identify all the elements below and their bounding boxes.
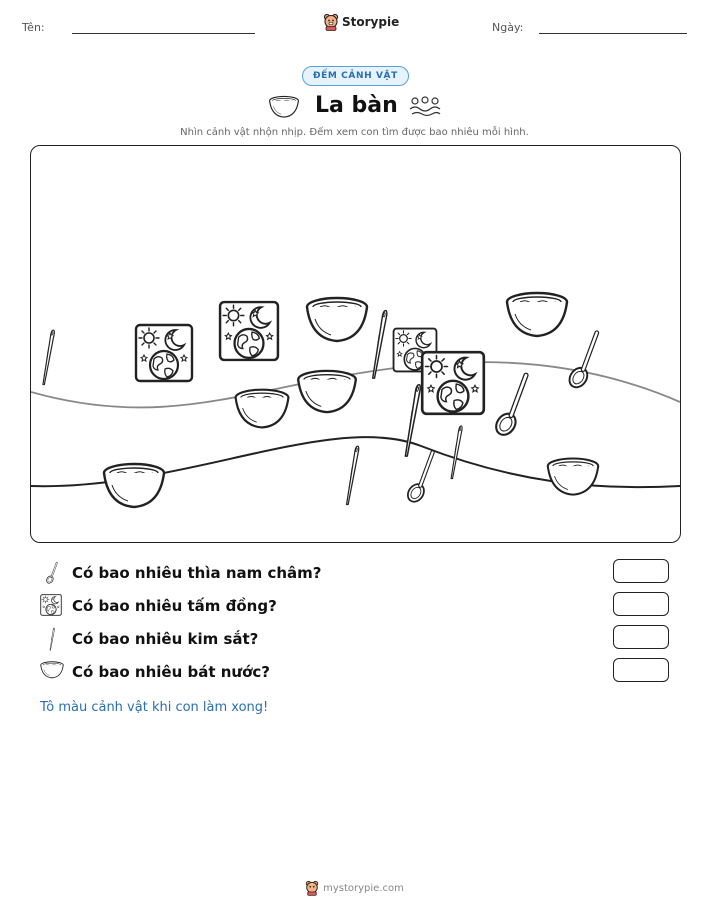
bowl-icon [268, 95, 300, 119]
plate-icon [40, 594, 64, 618]
answer-box[interactable] [613, 658, 669, 682]
needle-icon [451, 426, 462, 479]
bear-icon [305, 880, 319, 896]
bowl-icon [507, 293, 567, 336]
footer-url[interactable]: mystorypie.com [323, 882, 404, 894]
bowl-icon [307, 298, 367, 341]
finish-note: Tô màu cảnh vật khi con làm xong! [40, 700, 269, 715]
plate-icon [136, 325, 192, 381]
counting-scene [30, 145, 681, 543]
spoon-icon [405, 452, 433, 504]
question-text: Có bao nhiêu kim sắt? [72, 630, 259, 648]
instructions: Nhìn cảnh vật nhộn nhịp. Đếm xem con tìm được bao nhiêu mỗi hình. [180, 127, 529, 138]
brand-logo [323, 13, 399, 31]
question-text: Có bao nhiêu bát nước? [72, 663, 271, 681]
needle-icon [43, 330, 54, 384]
scene-canvas [31, 146, 680, 542]
question-row [40, 561, 322, 585]
question-row [40, 594, 277, 618]
bowl-icon [548, 459, 598, 495]
plate-icon [422, 352, 484, 414]
answer-box[interactable] [613, 625, 669, 649]
brand-name: Storypie [342, 15, 400, 29]
bowl-icon [104, 464, 164, 507]
question-text: Có bao nhiêu thìa nam châm? [72, 564, 322, 582]
spoon-icon [566, 333, 597, 391]
category-badge: ĐẾM CẢNH VẬT [302, 66, 409, 86]
decor-icon [408, 95, 444, 117]
plate-icon [220, 302, 278, 360]
needle-icon [347, 446, 359, 504]
bowl-icon [298, 371, 356, 412]
bowl-icon [40, 660, 64, 684]
needle-icon [373, 311, 387, 379]
question-text: Có bao nhiêu tấm đồng? [72, 597, 277, 615]
name-label: Tên: [22, 21, 45, 34]
bowl-icon [236, 390, 289, 428]
question-row [40, 660, 270, 684]
spoon-icon [40, 561, 64, 585]
needle-icon [40, 627, 64, 651]
question-row [40, 627, 258, 651]
answer-box[interactable] [613, 559, 669, 583]
answer-box[interactable] [613, 592, 669, 616]
page-title: La bàn [315, 93, 398, 118]
footer [0, 880, 709, 896]
date-field[interactable] [539, 33, 687, 34]
spoon-icon [492, 375, 526, 438]
name-field[interactable] [72, 33, 255, 34]
date-label: Ngày: [492, 21, 524, 34]
bear-icon [323, 13, 339, 31]
